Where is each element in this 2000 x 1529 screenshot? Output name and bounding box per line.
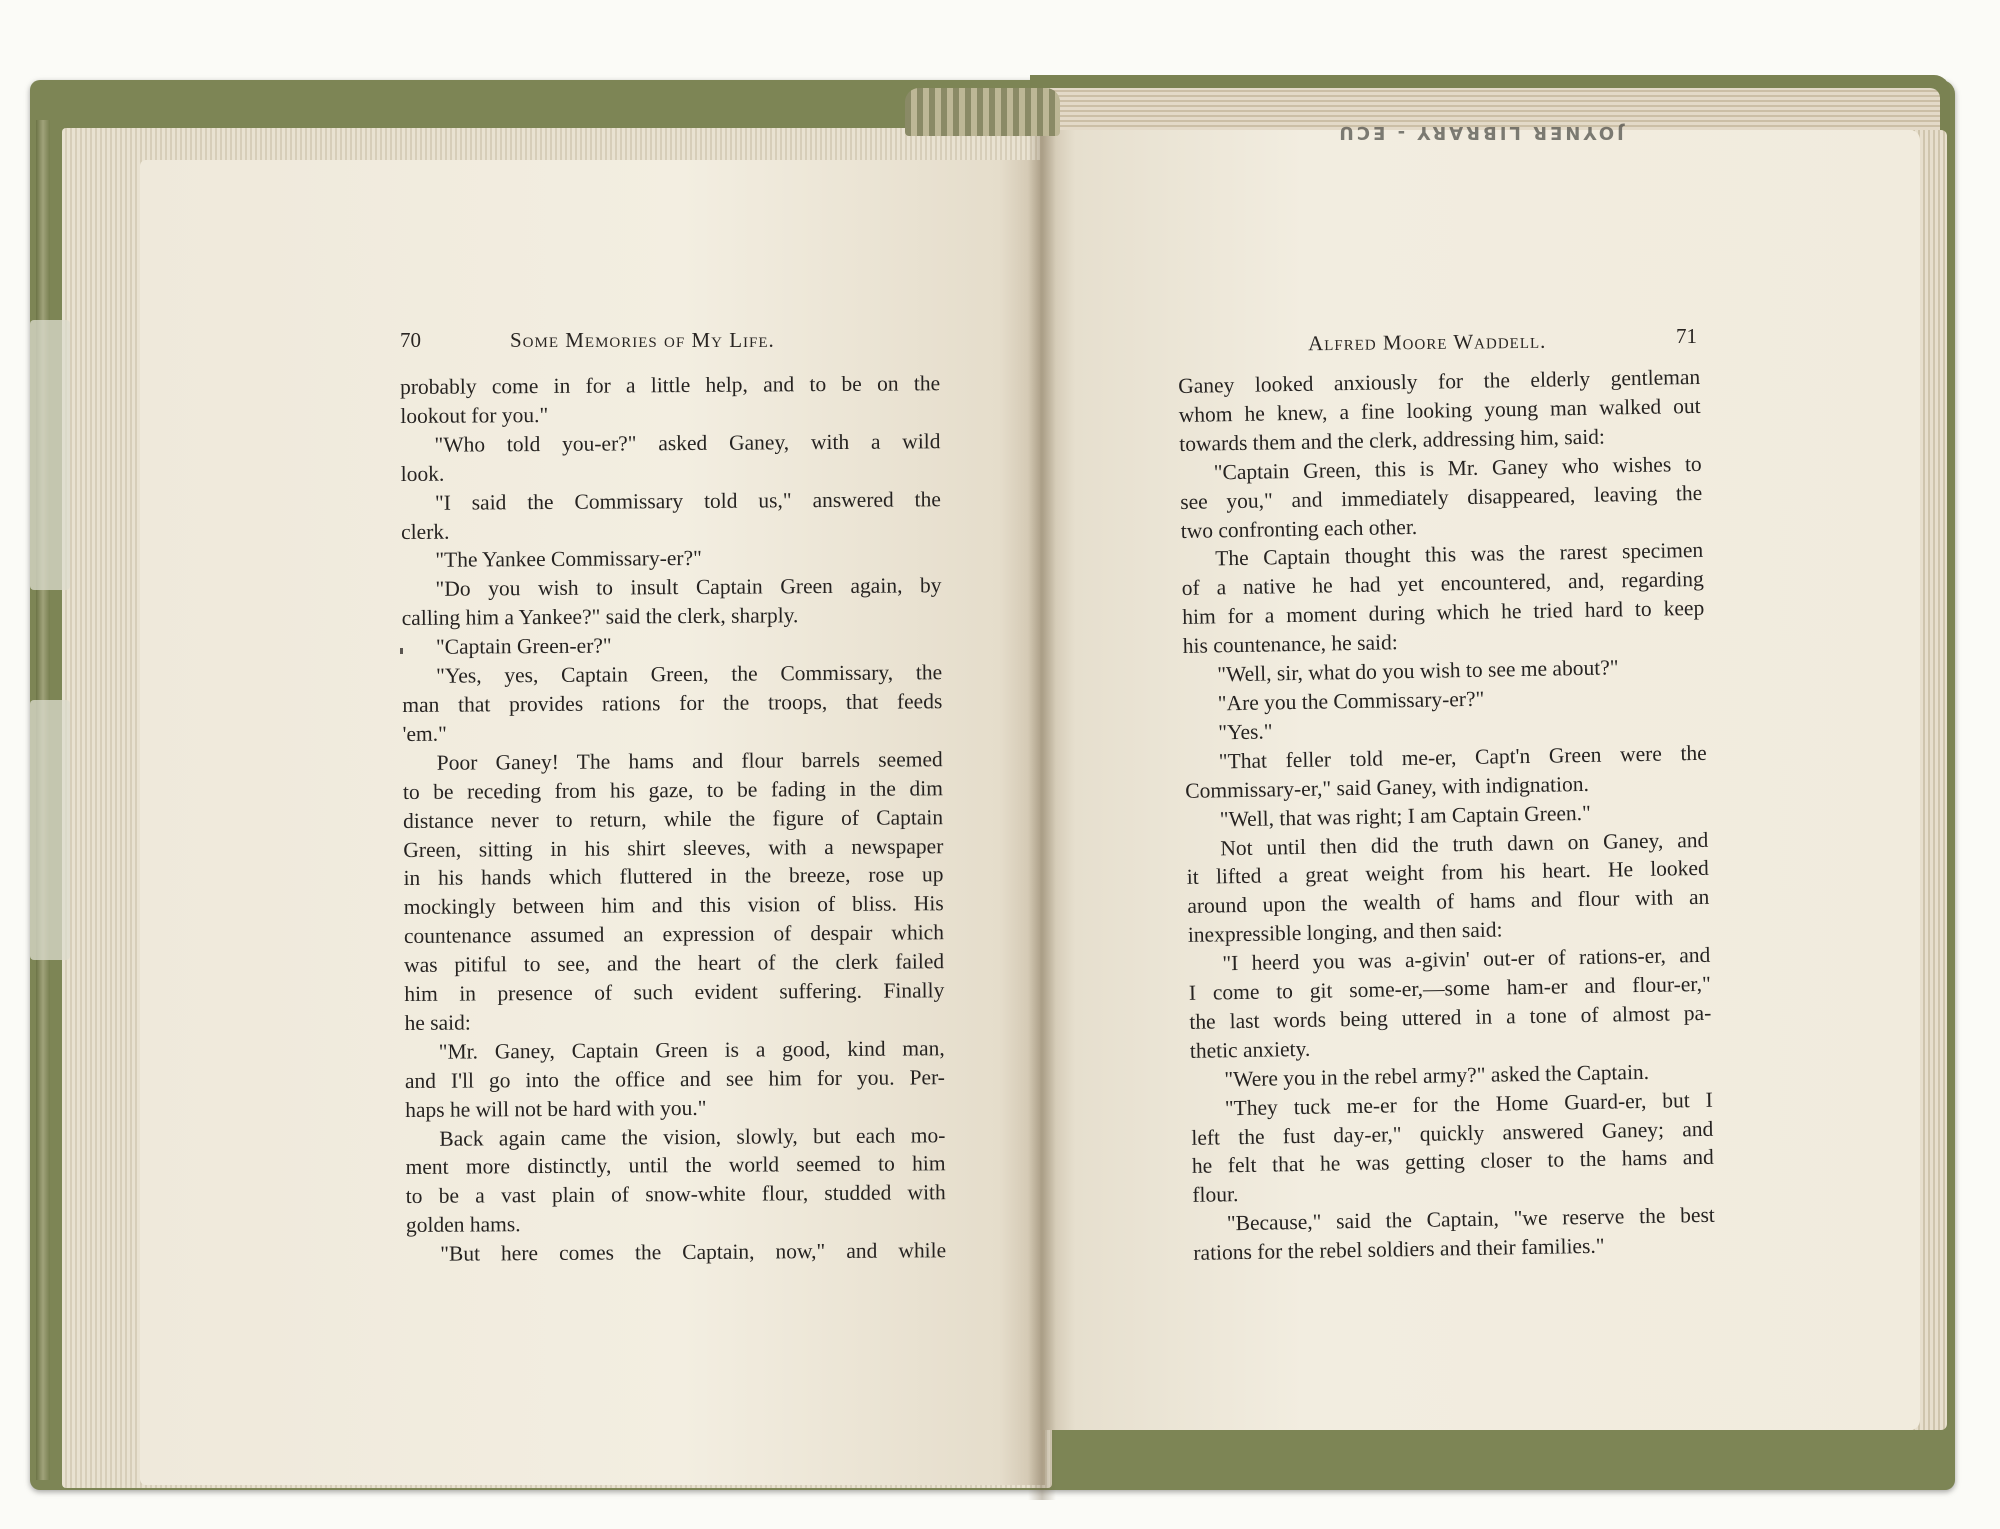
text-line: whom he knew, a fine looking young man walked out	[1178, 393, 1701, 427]
text-line: I come to git some-er,—some ham-er and flour-er,"	[1188, 971, 1711, 1005]
text-line: "Mr. Ganey, Captain Green is a good, kind man,	[438, 1036, 945, 1064]
text-line: him for a moment during which he tried hard to keep	[1182, 596, 1705, 630]
text-line: "They tuck me-er for the Home Guard-er, but I	[1224, 1087, 1713, 1120]
text-line: "Captain Green-er?"	[435, 633, 612, 659]
left-running-head: Some Memories of My Life.	[510, 328, 775, 352]
text-line: The Captain thought this was the rarest specimen	[1215, 538, 1704, 571]
text-line: towards them and the clerk, addressing him, said:	[1179, 424, 1606, 456]
text-line: "Well, sir, what do you wish to see me about?"	[1217, 655, 1619, 687]
repair-tape	[30, 320, 70, 590]
text-line: inexpressible longing, and then said:	[1187, 917, 1503, 948]
text-line: 'em."	[402, 721, 447, 746]
text-line: "The Yankee Commissary-er?"	[435, 546, 702, 573]
text-line: "But here comes the Captain, now," and while	[440, 1238, 947, 1266]
text-line: Green, sitting in his shirt sleeves, with a newspaper	[403, 833, 944, 862]
text-line: him in presence of such evident suffering. Finally	[404, 978, 945, 1007]
text-line: his countenance, he said:	[1182, 630, 1398, 659]
text-line: "I said the Commissary told us," answered the	[434, 486, 941, 515]
text-line: flour.	[1192, 1182, 1239, 1208]
text-line: he said:	[404, 1010, 471, 1035]
text-line: "Are you the Commissary-er?"	[1217, 686, 1485, 716]
text-line: thetic anxiety.	[1189, 1036, 1311, 1063]
text-line: "That feller told me-er, Capt'n Green were the	[1218, 740, 1707, 774]
left-page-body	[400, 369, 946, 1269]
text-line: Ganey looked anxiously for the elderly gentleman	[1178, 364, 1701, 398]
right-page-body	[1178, 363, 1716, 1268]
text-line: was pitiful to see, and the heart of the clerk failed	[404, 949, 945, 978]
text-line: clerk.	[401, 519, 450, 544]
spine-binding-thread	[905, 88, 1060, 136]
text-line: to be receding from his gaze, to be fading in the dim	[402, 775, 943, 804]
text-line: "Who told you-er?" asked Ganey, with a wild	[434, 429, 941, 457]
text-line: countenance assumed an expression of despair which	[403, 920, 945, 949]
text-line: he felt that he was getting closer to the hams and	[1191, 1145, 1714, 1179]
repair-tape	[30, 700, 70, 960]
text-line: Poor Ganey! The hams and flour barrels seemed	[436, 747, 943, 775]
text-line: "Yes."	[1218, 719, 1273, 745]
text-line: "Yes, yes, Captain Green, the Commissary, the	[436, 660, 943, 688]
text-line: "Captain Green, this is Mr. Ganey who wishes to	[1213, 451, 1702, 485]
text-line: distance never to return, while the figure of Captain	[403, 804, 944, 833]
left-page-number: 70	[400, 328, 421, 352]
text-line: Not until then did the truth dawn on Ganey, and	[1220, 827, 1709, 860]
text-line: "Because," said the Captain, "we reserve the best	[1226, 1203, 1716, 1236]
text-line: the last words being uttered in a tone of almost pa-	[1189, 1000, 1712, 1034]
text-line: "I heerd you was a-givin' out-er of rations-er, and	[1222, 942, 1711, 976]
text-line: in his hands which fluttered in the breeze, rose up	[403, 862, 944, 891]
text-line: and I'll go into the office and see him for you. Per-	[404, 1064, 946, 1093]
text-line: ment more distinctly, until the world seemed to him	[405, 1151, 946, 1180]
text-line: lookout for you."	[400, 402, 549, 428]
text-line: to be a vast plain of snow-white flour, studded with	[405, 1180, 946, 1209]
text-line: Commissary-er," said Ganey, with indignation.	[1185, 771, 1590, 803]
text-line: rations for the rebel soldiers and their families."	[1193, 1233, 1605, 1266]
text-line: mockingly between him and this vision of bliss. His	[403, 891, 944, 920]
text-line: around upon the wealth of hams and flour with an	[1187, 885, 1710, 919]
text-line: look.	[400, 461, 445, 486]
text-line: calling him a Yankee?" said the clerk, sharply.	[401, 603, 799, 631]
text-line: Back again came the vision, slowly, but each mo-	[439, 1122, 946, 1151]
text-line: "Do you wish to insult Captain Green again, by	[435, 573, 942, 602]
text-line: probably come in for a little help, and to be on the	[400, 371, 941, 399]
text-line: left the fust day-er," quickly answered Ganey; and	[1191, 1116, 1714, 1150]
text-line: golden hams.	[405, 1212, 521, 1238]
text-line: of a native he had yet encountered, and, regarding	[1181, 567, 1704, 601]
book-gutter	[1028, 90, 1056, 1500]
text-line: "Well, that was right; I am Captain Green."	[1219, 800, 1592, 831]
text-line: two confronting each other.	[1180, 514, 1418, 543]
library-stamp: JOYNER LIBRARY - ECU	[1336, 122, 1624, 143]
text-line: man that provides rations for the troops, that feeds	[402, 689, 943, 717]
right-page-number: 71	[1676, 324, 1697, 348]
text-line: "Were you in the rebel army?" asked the Captain.	[1224, 1059, 1650, 1092]
text-line: haps he will not be hard with you."	[405, 1095, 707, 1122]
text-line: see you," and immediately disappeared, leaving the	[1180, 480, 1703, 514]
right-running-head: Alfred Moore Waddell.	[1307, 328, 1547, 356]
text-line: it lifted a great weight from his heart. He looked	[1186, 856, 1709, 890]
